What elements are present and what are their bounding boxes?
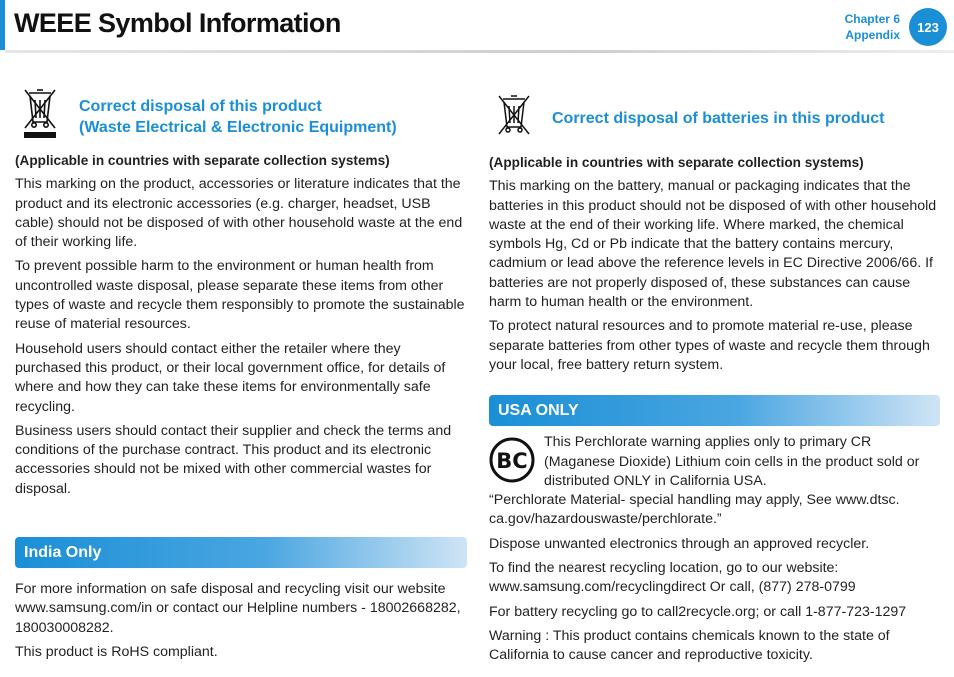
appendix-line: Appendix	[845, 28, 900, 42]
battery-applicability-note: (Applicable in countries with separate collection systems)	[489, 155, 864, 170]
usa-paragraph: To find the nearest recycling location, go to our website: www.samsung.com/recyclingdirect Or call, (877) 278-0799	[489, 560, 856, 596]
left-column	[15, 86, 467, 667]
usa-paragraph: “Perchlorate Material- special handling may apply, See www.dtsc. ca.gov/hazardouswaste/perchlorate.”	[489, 492, 900, 528]
india-only-heading: India Only	[15, 537, 467, 568]
usa-paragraph: Dispose unwanted electronics through an approved recycler.	[489, 535, 870, 552]
weee-title-line2: (Waste Electrical & Electronic Equipment)	[79, 119, 397, 136]
chapter-line: Chapter 6	[844, 12, 900, 26]
battery-charger-bc-icon	[489, 437, 535, 483]
svg-text:BC: BC	[496, 449, 528, 474]
bc-warning-row	[489, 433, 940, 491]
weee-paragraph: Business users should contact their supplier and check the terms and conditions of the purchase contract. This product and its electronic accessories should not be mixed with other commercial wastes for disposal.	[15, 422, 452, 497]
weee-applicability-note: (Applicable in countries with separate collection systems)	[15, 153, 390, 168]
battery-section-header	[489, 86, 940, 150]
battery-paragraph: This marking on the battery, manual or packaging indicates that the batteries in this product should not be disposed of with other household waste at the end of their working life. Where marked, the chemical symbols Hg, Cd or Pb indicate that the battery contains mercury, cadmium or lead above the reference levels in EC Directive 2006/66. If batteries are not properly disposed of, these substances can cause harm to human health or the environment.	[489, 178, 937, 311]
page-number-badge: 123	[909, 8, 947, 46]
usa-only-heading: USA ONLY	[489, 395, 940, 426]
crossed-out-bin-icon	[497, 94, 531, 142]
weee-section-title	[79, 96, 397, 138]
battery-paragraph: To protect natural resources and to promote material re-use, please separate batteries from other types of waste and recycle them through your local, free battery return system.	[489, 318, 930, 373]
header-divider	[5, 50, 954, 53]
weee-paragraph: To prevent possible harm to the environment or human health from uncontrolled waste disposal, please separate these items from other types of waste and recycle them responsibly to promote the sustainable reuse of material resources.	[15, 258, 465, 333]
weee-paragraph: This marking on the product, accessories or literature indicates that the product and its electronic accessories (e.g. charger, headset, USB cable) should not be disposed of with other household waste at the end of their working life.	[15, 176, 463, 251]
india-paragraph: For more information on safe disposal and recycling visit our website www.samsung.com/in or contact our Helpline numbers - 18002668282, 180030008282.	[15, 581, 461, 636]
crossed-out-wheelie-bin-icon	[23, 88, 57, 146]
usa-paragraph: Warning : This product contains chemicals known to the state of California to cause cancer and reproductive toxicity.	[489, 627, 890, 664]
weee-title-line1: Correct disposal of this product	[79, 98, 322, 115]
india-paragraph: This product is RoHS compliant.	[15, 643, 218, 660]
right-column	[489, 86, 940, 671]
perchlorate-intro: This Perchlorate warning applies only to primary CR (Maganese Dioxide) Lithium coin cells in the product sold or distributed ONLY in California USA.	[544, 434, 920, 489]
page-title: WEEE Symbol Information	[14, 8, 341, 38]
weee-paragraph: Household users should contact either the retailer where they purchased this product, or their local government office, for details of where and how they can take these items for environmentally safe recycling.	[15, 340, 446, 415]
usa-paragraph: For battery recycling go to call2recycle.org; or call 1-877-723-1297	[489, 603, 907, 620]
header-accent-bar	[0, 0, 5, 50]
battery-section-title: Correct disposal of batteries in this product	[552, 109, 885, 127]
weee-section-header	[15, 86, 467, 148]
chapter-label	[845, 11, 900, 43]
